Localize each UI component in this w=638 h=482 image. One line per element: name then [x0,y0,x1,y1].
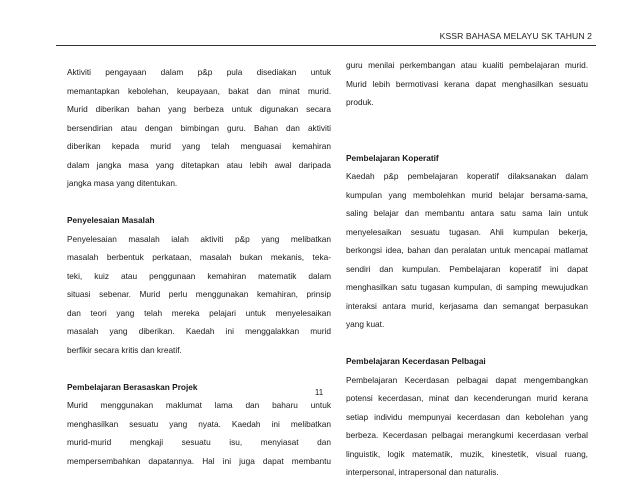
text-line: berbeza. Kecerdasan pelbagai merangkumi kecerdasan verbal [346,430,588,440]
text-line: menghasilkan sesuatu yang nyata. Kaedah ini melibatkan [67,418,331,429]
text-line: potensi kecerdasan, minat dan kecenderungan murid kerana [346,393,588,403]
paragraph-spacer [346,334,588,353]
paragraph-spacer [67,193,331,212]
paragraph-spacer [346,112,588,131]
text-line: Aktiviti pengayaan dalam p&p pula disediakan untuk [67,67,331,77]
text-line: menghasilkan satu tugasan kumpulan, di samping mewujudkan [346,282,588,292]
left-column [67,63,331,470]
text-line: produk. [346,97,374,107]
text-line: Murid diberikan bahan yang berbeza untuk digunakan secara [67,104,331,114]
pembelajaran-koperatif-paragraph [346,167,588,334]
text-line: Murid lebih bermotivasi kerana dapat menghasilkan sesuatu [346,78,588,89]
document-header-title: KSSR BAHASA MELAYU SK TAHUN 2 [439,31,592,41]
text-line: murid-murid mengkaji sesuatu isu, menyiasat dan [67,437,331,447]
text-line: berkongsi idea, bahan dan peralatan untuk mencapai matlamat [346,245,588,255]
section-heading-penyelesaian-masalah: Penyelesaian Masalah [67,215,155,225]
text-line: memantapkan kebolehan, keupayaan, bakat dan minat murid. [67,85,331,96]
text-line: kumpulan yang membolehkan murid belajar bersama-sama, [346,189,588,200]
section-heading-pembelajaran-kecerdasan-pelbagai: Pembelajaran Kecerdasan Pelbagai [346,356,486,366]
text-line: masalah yang diberikan. Kaedah ini menggalakkan murid [67,326,331,336]
text-line: jangka masa yang ditentukan. [67,178,178,188]
text-line: diberikan kepada murid yang telah menguasai kemahiran [67,141,331,151]
text-line: menyelesaikan sesuatu tugasan. Ahli kumpulan bekerja, [346,226,588,237]
text-line: dan teori yang telah mereka pelajari untuk menyelesaikan [67,307,331,318]
section-heading-pembelajaran-berasaskan-projek: Pembelajaran Berasaskan Projek [67,381,198,392]
penyelesaian-masalah-paragraph [67,230,331,360]
paragraph-spacer [67,359,331,378]
text-line: teki, kuiz atau penggunaan kemahiran matematik dalam [67,270,331,281]
text-line: sendiri dan kumpulan. Pembelajaran koperatif ini dapat [346,263,588,274]
text-line: linguistik, logik matematik, muzik, kinestetik, visual ruang, [346,448,588,459]
text-line: mempersembahkan dapatannya. Hal ini juga dapat membantu [67,455,331,466]
text-line: interpersonal, intrapersonal dan naturalis. [346,467,499,477]
header-divider [56,45,596,46]
right-column [346,56,588,482]
text-line: Penyelesaian masalah ialah aktiviti p&p yang melibatkan [67,233,331,244]
text-line: interaksi antara murid, kerjasama dan semangat berpasukan [346,300,588,311]
pembelajaran-projek-paragraph [67,396,331,470]
text-line: situasi sebenar. Murid perlu menggunakan kemahiran, prinsip [67,289,331,299]
text-line: masalah berbentuk perkataan, masalah bukan mekanis, teka- [67,252,331,262]
section-heading-pembelajaran-koperatif: Pembelajaran Koperatif [346,152,439,163]
text-line: Pembelajaran Kecerdasan pelbagai dapat mengembangkan [346,374,588,385]
text-line: Murid menggunakan maklumat lama dan baharu untuk [67,400,331,410]
intro-paragraph [67,63,331,193]
text-line: Kaedah p&p pembelajaran koperatif dilaksanakan dalam [346,171,588,181]
text-line: dalam jangka masa yang ditetapkan atau lebih awal daripada [67,159,331,170]
text-line: setiap individu mempunyai kecerdasan dan kebolehan yang [346,411,588,422]
text-line: bersendirian atau dengan bimbingan guru. Bahan dan aktiviti [67,122,331,133]
text-line: saling belajar dan membantu antara satu sama lain untuk [346,208,588,218]
page-number: 11 [314,388,324,397]
text-line: berfikir secara kritis dan kreatif. [67,344,182,355]
text-line: guru menilai perkembangan atau kualiti pembelajaran murid. [346,60,588,70]
paragraph-spacer [346,130,588,149]
continuation-paragraph [346,56,588,112]
text-line: yang kuat. [346,319,385,329]
